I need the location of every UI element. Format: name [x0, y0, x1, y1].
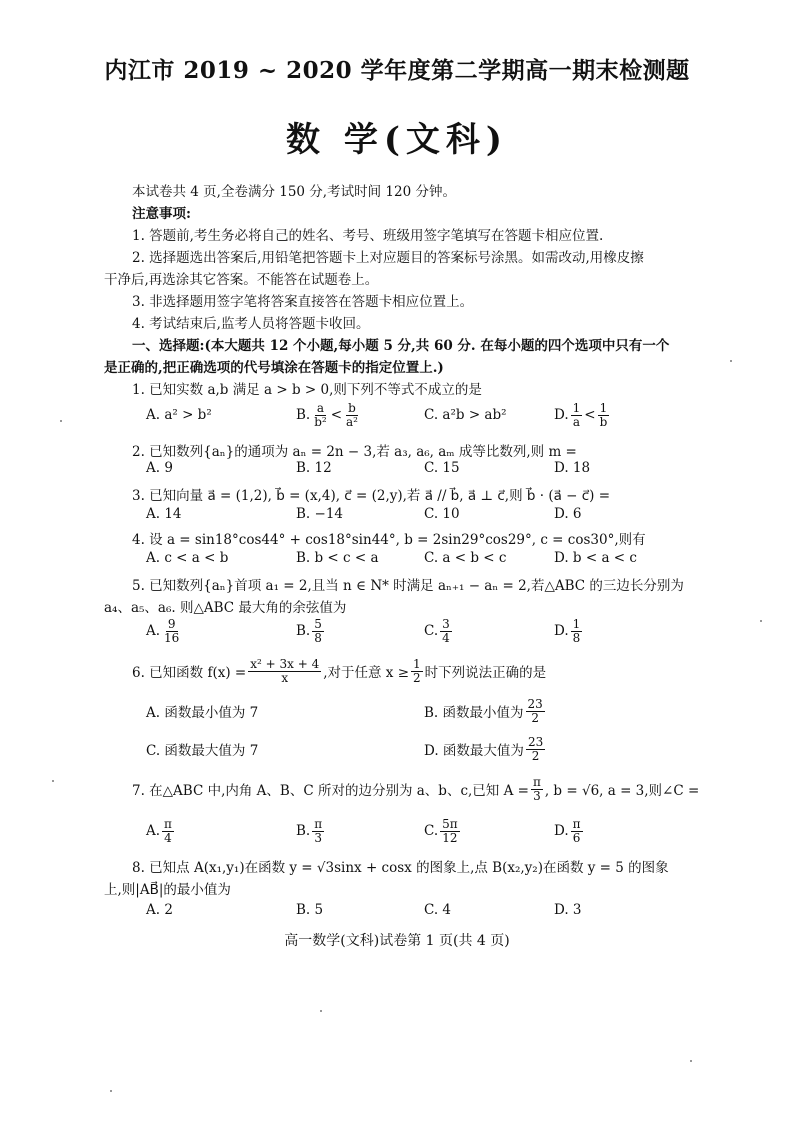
option-b: B. 12	[296, 460, 332, 476]
option-d: D. 6	[554, 506, 582, 522]
exam-title: 内江市 2019 ~ 2020 学年度第二学期高一期末检测题	[104, 57, 690, 84]
option-c: C. a²b > ab²	[424, 407, 507, 423]
page-footer: 高一数学(文科)试卷第 1 页(共 4 页)	[284, 933, 510, 949]
question-5-stem-cont: a₄、a₅、a₆. 则△ABC 最大角的余弦值为	[104, 600, 347, 616]
question-6-options-row1	[0, 694, 794, 728]
fraction: $\frac{\pi}{3}$	[314, 816, 323, 845]
option-d: D. 函数最大值为 $\frac{23}{2}$	[424, 734, 544, 763]
question-4-stem: 4. 设 a = sin18°cos44° + cos18°sin44°, b = 2sin29°cos29°, c = cos30°,则有	[132, 532, 646, 548]
question-8-stem: 8. 已知点 A(x₁,y₁)在函数 y = √3sinx + cosx 的图象上,点 B(x₂,y₂)在函数 y = 5 的图象	[132, 860, 669, 876]
option-a: A. 函数最小值为 7	[146, 705, 259, 721]
option-c: C. $\frac{5\pi}{12}$	[424, 816, 458, 845]
scan-speck	[690, 1060, 692, 1062]
fraction: $\frac{\pi}{3}$	[532, 774, 541, 803]
option-d: D. $\frac{1}{8}$	[554, 616, 581, 645]
option-a: A. 9	[146, 460, 173, 476]
scan-speck	[60, 420, 62, 422]
fraction: $\frac{9}{16}$	[164, 616, 180, 645]
question-6-stem: 6. 已知函数 f(x) = $\frac{\text{x² + 3x + 4}}{x}$ ,对于任意 x ≥ $\frac{1}{2}$ 时下列说法正确的是	[132, 656, 547, 685]
fraction: $\frac{1}{8}$	[572, 616, 581, 645]
notice-2-cont: 干净后,再选涂其它答案。不能答在试题卷上。	[104, 272, 379, 288]
option-a: A. c < a < b	[146, 550, 229, 566]
scan-speck	[110, 1090, 112, 1092]
option-b: B. 5	[296, 902, 324, 918]
scan-speck	[760, 620, 762, 622]
fraction: $\frac{\pi}{6}$	[572, 816, 581, 845]
option-a: A. 2	[146, 902, 173, 918]
notice-2: 2. 选择题选出答案后,用铅笔把答题卡上对应题目的答案标号涂黑。如需改动,用橡皮擦	[132, 250, 644, 266]
fraction: $\frac{23}{2}$	[527, 696, 543, 725]
fraction: $\frac{b}{\text{a²}}$	[346, 400, 358, 429]
notice-4: 4. 考试结束后,监考人员将答题卡收回。	[132, 316, 370, 332]
option-c: C. 15	[424, 460, 460, 476]
option-d: D. 3	[554, 902, 582, 918]
scan-speck	[52, 780, 54, 782]
option-a: A. $\frac{\pi}{4}$	[146, 816, 172, 845]
option-b: B. $\frac{a}{\text{b²}}$ < $\frac{b}{\text{a²}}$	[296, 400, 358, 429]
exam-subject: 数 学(文科)	[285, 120, 508, 160]
fraction: $\frac{1}{b}$	[599, 400, 608, 429]
scan-speck	[320, 1010, 322, 1012]
scan-speck	[730, 360, 732, 362]
option-c: C. a < b < c	[424, 550, 507, 566]
option-c: C. 函数最大值为 7	[146, 743, 259, 759]
option-a: A. a² > b²	[146, 407, 212, 423]
notice-3: 3. 非选择题用签字笔将答案直接答在答题卡相应位置上。	[132, 294, 474, 310]
fraction: $\frac{1}{2}$	[413, 656, 421, 685]
question-5-options	[0, 614, 794, 648]
option-a: A. $\frac{9}{16}$	[146, 616, 180, 645]
fraction: $\frac{a}{\text{b²}}$	[314, 400, 327, 429]
question-2-stem: 2. 已知数列{aₙ}的通项为 aₙ = 2n − 3,若 a₃, a₆, aₘ 成等比数列,则 m =	[132, 444, 577, 460]
option-a: A. 14	[146, 506, 182, 522]
question-1-stem: 1. 已知实数 a,b 满足 a > b > 0,则下列不等式不成立的是	[132, 382, 482, 398]
notice-1: 1. 答题前,考生务必将自己的姓名、考号、班级用签字笔填写在答题卡相应位置.	[132, 228, 604, 244]
question-7-stem: 7. 在△ABC 中,内角 A、B、C 所对的边分别为 a、b、c,已知 A = $\frac{\pi}{3}$ , b = √6, a = 3,则∠C =	[132, 774, 700, 803]
fraction: $\frac{\pi}{4}$	[164, 816, 172, 845]
fraction: $\frac{\text{x² + 3x + 4}}{x}$	[250, 656, 320, 685]
question-5-stem: 5. 已知数列{aₙ}首项 a₁ = 2,且当 n ∈ N* 时满足 aₙ₊₁ − aₙ = 2,若△ABC 的三边长分别为	[132, 578, 684, 594]
option-b: B. $\frac{5}{8}$	[296, 616, 322, 645]
notice-title: 注意事项:	[132, 206, 191, 222]
option-b: B. $\frac{\pi}{3}$	[296, 816, 323, 845]
option-b: B. −14	[296, 506, 343, 522]
question-6-options-row2	[0, 732, 794, 766]
fraction: $\frac{1}{a}$	[572, 400, 581, 429]
question-1-options	[0, 398, 794, 432]
option-d: D. 18	[554, 460, 591, 476]
fraction: $\frac{5\pi}{12}$	[442, 816, 458, 845]
question-3-stem: 3. 已知向量 a⃗ = (1,2), b⃗ = (x,4), c⃗ = (2,y),若 a⃗ // b⃗, a⃗ ⊥ c⃗,则 b⃗ · (a⃗ − c⃗) =	[132, 488, 611, 504]
question-7-options	[0, 814, 794, 848]
section-1-heading: 一、选择题:(本大题共 12 个小题,每小题 5 分,共 60 分. 在每小题的四个选项中只有一个	[132, 338, 670, 354]
fraction: $\frac{23}{2}$	[527, 734, 544, 763]
option-b: B. 函数最小值为 $\frac{23}{2}$	[424, 696, 543, 725]
fraction: $\frac{5}{8}$	[314, 616, 322, 645]
option-b: B. b < c < a	[296, 550, 379, 566]
fraction: $\frac{3}{4}$	[442, 616, 450, 645]
option-c: C. 10	[424, 506, 460, 522]
option-d: D. b < a < c	[554, 550, 637, 566]
exam-info: 本试卷共 4 页,全卷满分 150 分,考试时间 120 分钟。	[132, 184, 456, 200]
option-c: C. 4	[424, 902, 452, 918]
option-c: C. $\frac{3}{4}$	[424, 616, 450, 645]
option-d: D. $\frac{1}{a}$ < $\frac{1}{b}$	[554, 400, 608, 429]
section-1-heading-cont: 是正确的,把正确选项的代号填涂在答题卡的指定位置上.)	[104, 360, 444, 376]
option-d: D. $\frac{\pi}{6}$	[554, 816, 581, 845]
question-8-stem-cont: 上,则|AB⃗|的最小值为	[104, 882, 231, 898]
